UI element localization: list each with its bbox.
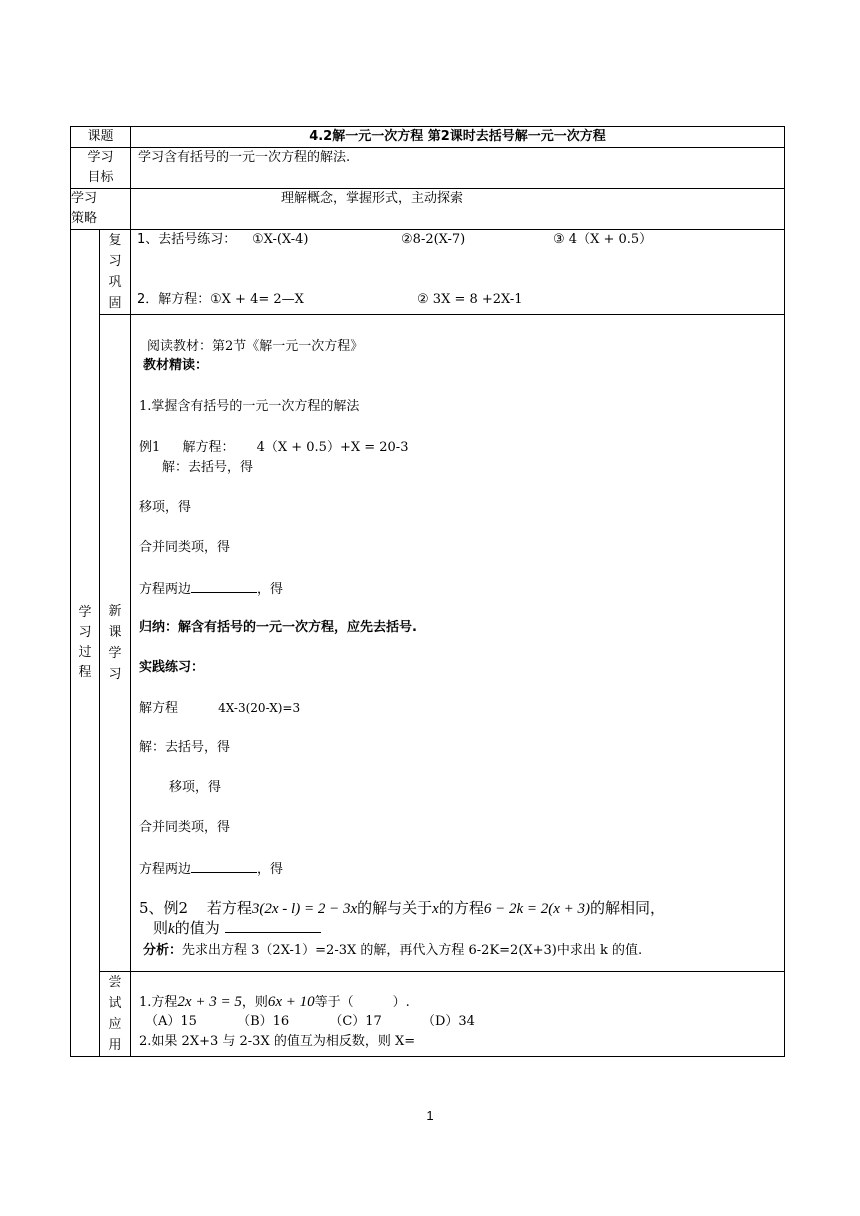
- review-q2: 2．解方程： ①X + 4= 2—X ② 3X = 8 +2X-1: [137, 292, 523, 307]
- practice-heading: 实践练习：: [139, 660, 205, 675]
- topic-label: 课题: [71, 127, 131, 148]
- practice-step-3: 合并同类项，得: [139, 820, 231, 835]
- summary: 归纳：解含有括号的一元一次方程，应先去括号.: [139, 620, 417, 635]
- option-c[interactable]: （C）17: [329, 1014, 382, 1029]
- try-apply-label: 尝 试 应 用: [100, 972, 131, 1057]
- answer-blank[interactable]: [191, 858, 257, 873]
- try-apply-content: [131, 972, 785, 1057]
- option-d[interactable]: （D）34: [421, 1014, 475, 1029]
- topic-title: 4.2解一元一次方程 第2课时去括号解一元一次方程: [131, 127, 785, 148]
- example-1: 例1 解方程： 4（X + 0.5）+X = 20-3: [139, 440, 409, 455]
- answer-blank[interactable]: [225, 918, 321, 933]
- review-q1: 1、去括号练习： ①X-(X-4) ②8-2(X-7) ③ 4（X + 0.5）: [137, 232, 653, 247]
- option-b[interactable]: （B）16: [237, 1014, 290, 1029]
- option-a[interactable]: （A）15: [145, 1014, 197, 1029]
- answer-blank[interactable]: [191, 578, 257, 593]
- process-label: 学 习 过 程: [71, 230, 100, 1057]
- analysis: 分析：先求出方程 3（2X-1）=2-3X 的解，再代入方程 6-2K=2(X+3)中求出 k 的值.: [143, 943, 643, 958]
- ex1-step-3: 合并同类项，得: [139, 540, 231, 555]
- strategy-text: 理解概念，掌握形式，主动探索: [131, 189, 785, 230]
- new-lesson-label: 新 课 学 习: [100, 315, 131, 972]
- new-lesson-content: [131, 315, 785, 972]
- ex1-step-2: 移项，得: [139, 500, 192, 515]
- new-lesson-row: [71, 315, 785, 972]
- review-content: [131, 230, 785, 315]
- review-row: [71, 230, 785, 315]
- try-apply-row: [71, 972, 785, 1057]
- goal-label: 学习 目标: [71, 148, 131, 189]
- practice-step-2: 移项，得: [169, 780, 222, 795]
- review-label: 复 习 巩 固: [100, 230, 131, 315]
- practice-step-4: 方程两边 ，得: [139, 858, 283, 880]
- ex1-step-1: 解：去括号，得: [162, 460, 254, 475]
- ex1-step-4: 方程两边 ，得: [139, 578, 283, 600]
- goal-row: [71, 148, 785, 189]
- page-number: 1: [426, 1108, 434, 1123]
- strategy-label: 学习 策略: [71, 189, 131, 230]
- intensive-heading: 教材精读：: [143, 358, 209, 373]
- example-2: 5、例2 若方程3(2x - l) = 2 − 3x的解与关于x的方程6 − 2k = 2(x + 3)的解相同，: [139, 899, 666, 917]
- goal-text: 学习含有括号的一元一次方程的解法.: [131, 148, 785, 189]
- practice-step-1: 解：去括号，得: [139, 740, 231, 755]
- try-q1: 1.方程2x + 3 = 5，则6x + 10等于（ ）.: [139, 994, 410, 1010]
- header-row: [71, 127, 785, 148]
- point-1: 1.掌握含有括号的一元一次方程的解法: [139, 399, 360, 414]
- lesson-plan-table: [70, 126, 785, 1057]
- practice-problem: 解方程 4X-3(20-X)=3: [139, 701, 301, 716]
- strategy-row: [71, 189, 785, 230]
- example-2-line-2: 则k的值为: [153, 918, 320, 939]
- try-q1-options: [145, 1012, 475, 1032]
- read-instruction: 阅读教材：第2节《解一元一次方程》: [147, 339, 364, 354]
- try-q2: 2.如果 2X+3 与 2-3X 的值互为相反数，则 X=: [139, 1034, 416, 1049]
